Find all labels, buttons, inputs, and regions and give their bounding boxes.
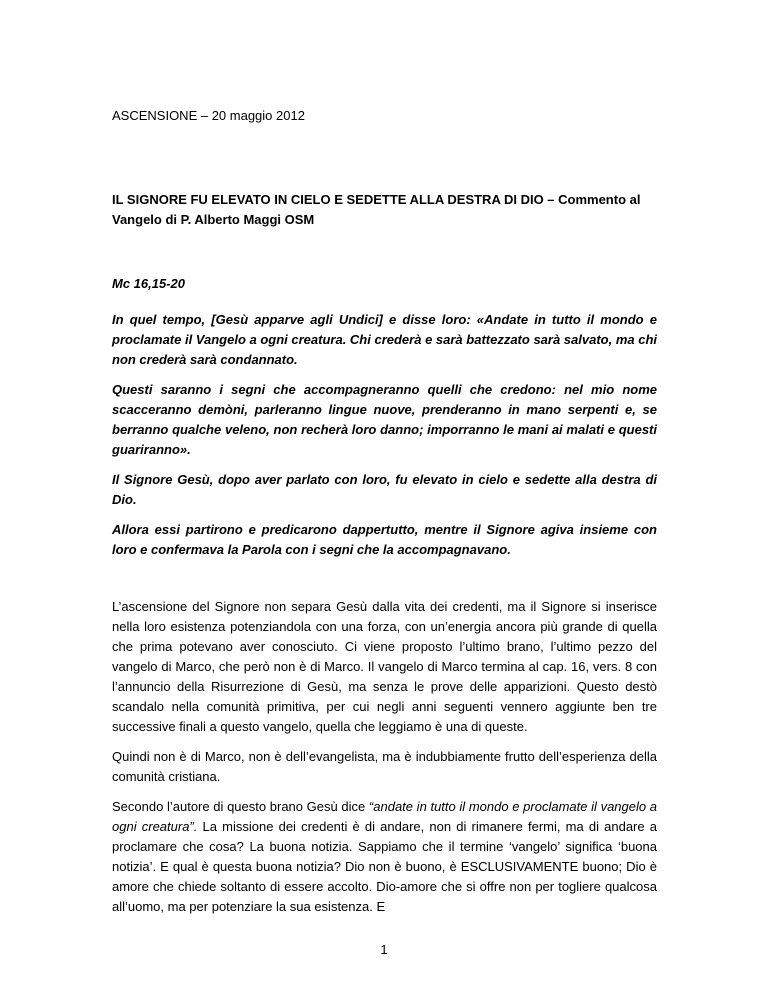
commentary-body xyxy=(112,597,657,927)
gospel-paragraph: Questi saranno i segni che accompagneranno quelli che credono: nel mio nome scacceranno demòni, parleranno lingue nuove, prenderanno in mano serpenti e, se berranno qualche veleno, non recherà loro danno; imporranno le mani ai malati e questi guariranno». xyxy=(112,382,657,457)
commentary-quote: “andate in tutto il mondo e proclamate il vangelo a ogni creatura”. xyxy=(112,799,657,834)
commentary-text: Secondo l’autore di questo brano Gesù dice xyxy=(112,799,369,814)
document-title: IL SIGNORE FU ELEVATO IN CIELO E SEDETTE ALLA DESTRA DI DIO – Commento al Vangelo di P. Alberto Maggi OSM xyxy=(112,192,641,227)
commentary-paragraph xyxy=(112,797,657,917)
page-number: 1 xyxy=(380,942,388,957)
gospel-paragraph: Il Signore Gesù, dopo aver parlato con loro, fu elevato in cielo e sedette alla destra di Dio. xyxy=(112,472,657,507)
gospel-paragraph: Allora essi partirono e predicarono dappertutto, mentre il Signore agiva insieme con loro e confermava la Parola con i segni che la accompagnavano. xyxy=(112,522,657,557)
gospel-paragraph: In quel tempo, [Gesù apparve agli Undici] e disse loro: «Andate in tutto il mondo e proclamate il Vangelo a ogni creatura. Chi crederà e sarà battezzato sarà salvato, ma chi non crederà sarà condannato. xyxy=(112,312,658,367)
commentary-text: La missione dei credenti è di andare, non di rimanere fermi, ma di andare a proclamare che cosa? La buona notizia. Sappiamo che il termine ‘vangelo’ significa ‘buona notizia’. E qual è questa buona notizia? Dio non è buono, è ESCLUSIVAMENTE buono; Dio è amore che chiede soltanto di essere accolto. Dio-amore che si offre non per togliere qualcosa all’uomo, ma per potenziare la sua esistenza. E xyxy=(112,819,657,914)
gospel-reference: Mc 16,15-20 xyxy=(112,276,185,291)
gospel-passage xyxy=(112,310,657,570)
commentary-paragraph: L’ascensione del Signore non separa Gesù dalla vita dei credenti, ma il Signore si inserisce nella loro esistenza potenziandola con una forza, con un’energia ancora più grande di quella che prima potevano aver conosciuto. Ci viene proposto l’ultimo brano, l’ultimo pezzo del vangelo di Marco, che però non è di Marco. Il vangelo di Marco termina al cap. 16, vers. 8 con l’annuncio della Risurrezione di Gesù, ma senza le prove delle apparizioni. Questo destò scandalo nella comunità primitiva, per cui negli anni seguenti vennero aggiunte ben tre successive finali a questo vangelo, quella che leggiamo è una di queste. xyxy=(112,599,657,734)
date-heading: ASCENSIONE – 20 maggio 2012 xyxy=(112,108,305,123)
commentary-paragraph: Quindi non è di Marco, non è dell’evangelista, ma è indubbiamente frutto dell’esperienza della comunità cristiana. xyxy=(112,749,657,784)
